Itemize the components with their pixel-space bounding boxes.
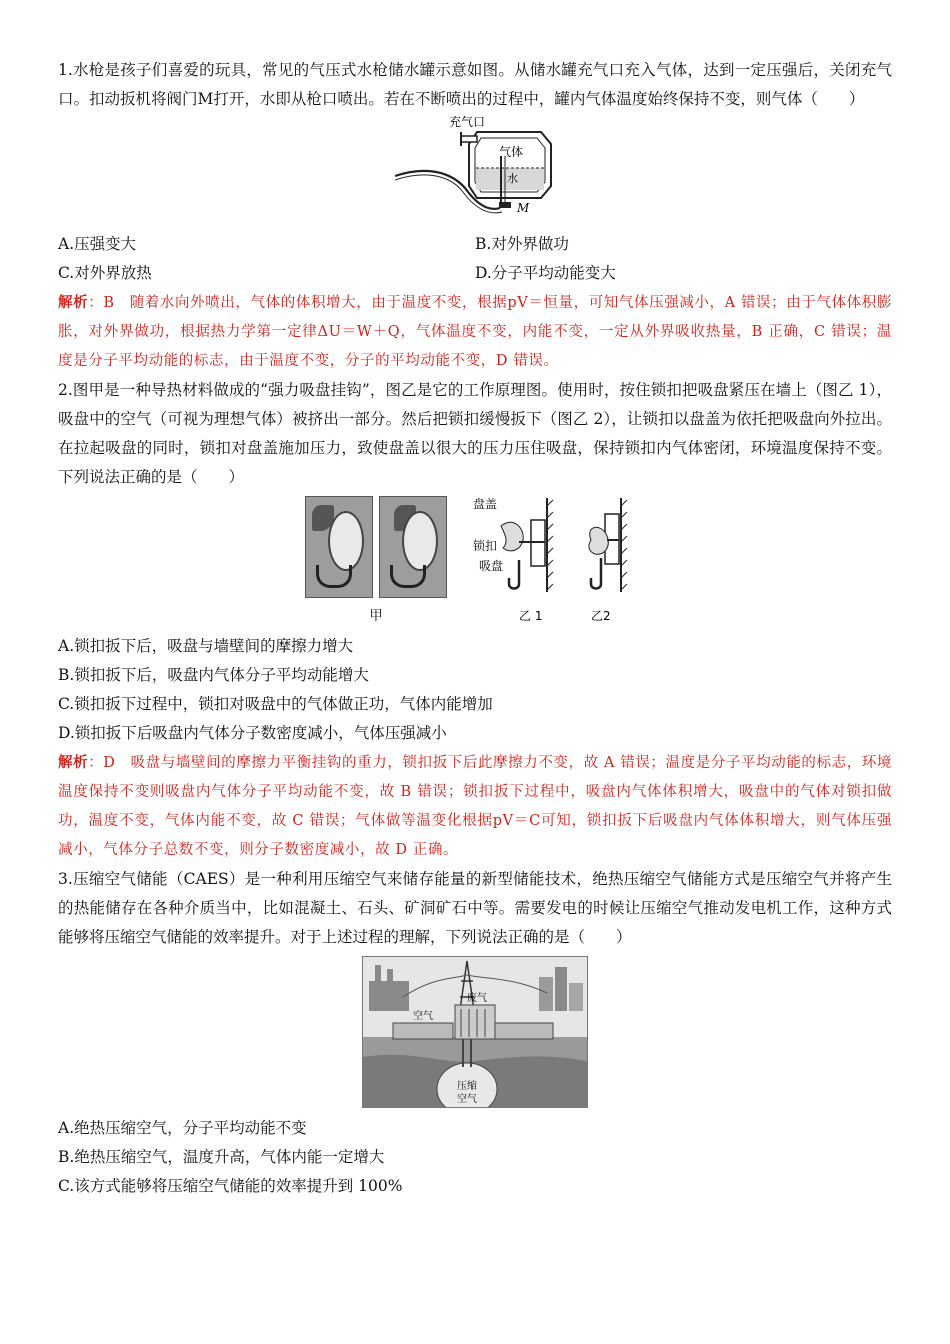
q3-option-b[interactable]: B.绝热压缩空气，温度升高，气体内能一定增大 (58, 1148, 385, 1166)
caption-yi1: 乙 1 (519, 609, 543, 623)
caes-illustration (362, 956, 588, 1108)
q2-option-c[interactable]: C.锁扣扳下过程中，锁扣对吸盘中的气体做正功，气体内能增加 (58, 695, 493, 713)
label-air: 空气 (413, 1011, 433, 1022)
caes-diagram (363, 957, 587, 1107)
q3-figure (58, 956, 892, 1108)
q2-stem: 2.图甲是一种导热材料做成的“强力吸盘挂钩”，图乙是它的工作原理图。使用时，按住锁扣把吸盘紧压在墙上（图乙 1），吸盘中的空气（可视为理想气体）被挤出一部分。然后把锁扣缓慢扳下（图乙 2），让锁扣以盘盖为依托把吸盘向外拉出。在拉起吸盘的同时，锁扣对盘盖施加压力，致使盘盖以很大的压力压住吸盘，保持锁扣内气体密闭，环境温度保持不变。下列说法正确的是（ ） (58, 381, 892, 486)
label-waste-gas: 废气 (467, 993, 487, 1004)
q3-stem: 3.压缩空气储能（CAES）是一种利用压缩空气来储存能量的新型储能技术，绝热压缩空气储能方式是压缩空气并将产生的热能储存在各种介质当中，比如混凝土、石头、矿洞矿石中等。需要发电的时候让压缩空气推动发电机工作，这种方式能够将压缩空气储能的效率提升。对于上述过程的理解，下列说法正确的是（ ） (58, 870, 892, 946)
q1-option-c[interactable]: C.对外界放热 (58, 264, 152, 282)
q3-option-a[interactable]: A.绝热压缩空气，分子平均动能不变 (58, 1119, 307, 1137)
q1-options-row2 (58, 259, 892, 288)
q1-analysis (58, 288, 892, 376)
label-inlet: 充气口 (449, 116, 486, 129)
q3-option-c[interactable]: C.该方式能够将压缩空气储能的效率提升到 100% (58, 1177, 403, 1195)
q1-analysis-text: ：B 随着水向外喷出，气体的体积增大，由于温度不变，根据pV＝恒量，可知气体压强减小，A 错误；由于气体体积膨胀，对外界做功，根据热力学第一定律ΔU＝W＋Q，气体温度不变，内能不变，一定从外界吸收热量，B 正确，C 错误；温度是分子平均动能的标志，由于温度不变，分子的平均动能不变，D 错误。 (58, 295, 892, 369)
document-page (58, 56, 892, 1201)
q1-option-b[interactable]: B.对外界做功 (475, 235, 569, 253)
label-gas: 气体 (499, 145, 524, 159)
photo-hook-2 (379, 496, 447, 598)
q1-figure (58, 116, 892, 226)
q2-figure (58, 496, 892, 626)
q1-options-row1 (58, 230, 892, 259)
photo-hook-1 (305, 496, 373, 598)
water-gun-tank-diagram (395, 116, 555, 226)
label-compressed-1: 压缩 (457, 1081, 477, 1092)
q1-option-d[interactable]: D.分子平均动能变大 (475, 264, 616, 282)
q2-option-a[interactable]: A.锁扣扳下后，吸盘与墙壁间的摩擦力增大 (58, 637, 354, 655)
suction-hook-principle-diagram (473, 496, 645, 626)
label-valve: M (517, 201, 530, 215)
label-cup: 吸盘 (479, 559, 504, 573)
q2-analysis-text: ：D 吸盘与墙壁间的摩擦力平衡挂钩的重力，锁扣扳下后此摩擦力不变，故 A 错误；温度是分子平均动能的标志，环境温度保持不变则吸盘内气体分子平均动能不变，故 B 错误；锁扣扳下过程中，吸盘内气体体积增大，吸盘中的气体对锁扣做功，温度不变，气体内能不变，故 C 错误；气体做等温变化根据pV＝C可知，锁扣扳下后吸盘内气体体积增大，则气体压强减小，气体分子总数不变，则分子数密度减小，故 D 正确。 (58, 755, 893, 858)
q2-analysis (58, 748, 892, 865)
caption-jia: 甲 (369, 608, 383, 624)
q1-option-a[interactable]: A.压强变大 (58, 235, 137, 253)
q2-option-d[interactable]: D.锁扣扳下后吸盘内气体分子数密度减小，气体压强减小 (58, 724, 447, 742)
q2-analysis-label: 解析 (58, 754, 89, 771)
figure-jia (305, 496, 447, 626)
caption-yi2: 乙2 (591, 609, 611, 623)
q2-option-b[interactable]: B.锁扣扳下后，吸盘内气体分子平均动能增大 (58, 666, 369, 684)
label-lock: 锁扣 (473, 539, 498, 553)
label-cap: 盘盖 (473, 497, 498, 511)
q1-analysis-label: 解析 (58, 294, 89, 311)
label-water: 水 (507, 172, 518, 185)
q1-stem: 1.水枪是孩子们喜爱的玩具，常见的气压式水枪储水罐示意如图。从储水罐充气口充入气体，达到一定压强后，关闭充气口。扣动扳机将阀门M打开，水即从枪口喷出。若在不断喷出的过程中，罐内气体温度始终保持不变，则气体（ ） (58, 61, 892, 108)
label-compressed-2: 空气 (457, 1094, 477, 1105)
